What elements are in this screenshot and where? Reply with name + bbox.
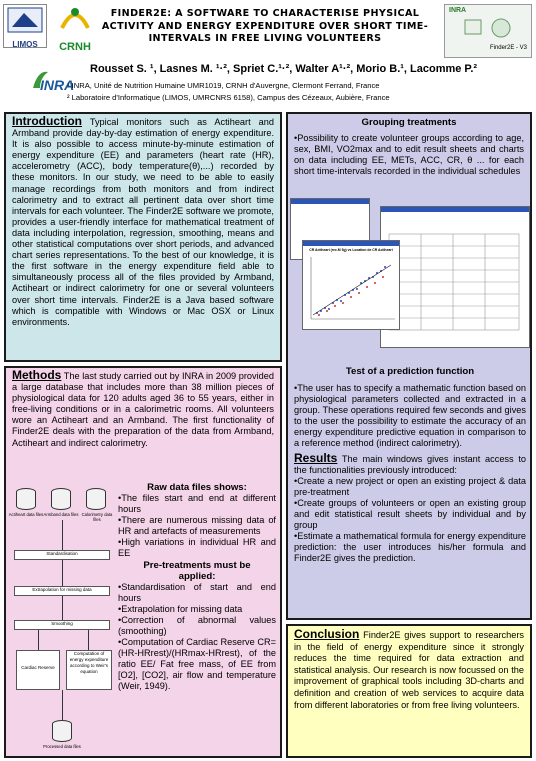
list-item: • Create groups of volunteers or open an existing group and edit statistical result sheets by individual and by group xyxy=(294,498,526,531)
conclusion-text: Finder2E gives support to researchers in the field of energy expenditure since it strongly reduces the time required for data extraction and statistical analysis. Our research is now focussed on the improvement of graphical tools including 3D-charts and definition and creation of web services to acquire data from different laboratories or from free living volunteers. xyxy=(294,630,524,710)
title-line: INTERVALS IN FREE LIVING VOLUNTEERS xyxy=(148,33,382,44)
limos-logo-text: LIMOS xyxy=(12,40,38,49)
flow-arrow xyxy=(62,596,63,620)
grouping-list xyxy=(294,133,524,177)
methods-panel xyxy=(4,366,282,758)
inra-logo xyxy=(30,66,75,94)
flow-arrow xyxy=(38,630,39,650)
results-list xyxy=(294,476,526,565)
finder2e-version: Finder2E - V3 xyxy=(489,45,527,51)
list-item: • High variations in individual HR and EE xyxy=(118,537,276,559)
flow-step-smoothing: Smoothing xyxy=(14,620,110,630)
scatter-chart-graphic xyxy=(303,253,399,325)
list-item: • Estimate a mathematical formula for energy expenditure prediction: the user introduces his/her formula and Finder2E gives the prediction. xyxy=(294,531,526,564)
crnh-logo-graphic xyxy=(52,6,98,36)
list-item: • There are numerous missing data of HR and artefacts of measurements xyxy=(118,515,276,537)
affiliation-1: ¹ INRA, Unité de Nutrition Humaine UMR1019, CRNH d'Auvergne, Clermont Ferrand, France xyxy=(67,81,380,90)
pretreatment-flowchart xyxy=(8,484,116,754)
pretreatment-title: Pre-treatments must be applied: xyxy=(143,559,251,582)
introduction-body xyxy=(12,116,274,328)
window-title-bar xyxy=(291,199,369,204)
methods-heading: Methods xyxy=(12,368,62,382)
flow-step-energy-computation: Computation of energy expenditure according to Weir's equation xyxy=(66,650,112,690)
pretreatment-list xyxy=(118,582,276,693)
results-panel xyxy=(286,112,532,620)
form-grid-graphic xyxy=(381,212,529,342)
introduction-text: Typical monitors such as Actiheart and Armband provide day-by-day estimation of energy expenditure. It is also possible to access minute-by-minute estimation of energy expenditure (EE) and parameters (heart rate (HR), accelerometry (ACC), body temperature(θ),...) recorded by these monitors. In our study, we need to be able to easily manage recordings from both monitors and from indirect calorimetry and to extract all pertinent data over short time intervals for each volunteer. The Finder2E software we promote, provides a user-friendly interface for mathematical treatment of data including interpolation, regression, smoothing, means and other statistical computations over short periods, and advanced chart series representations. To the best of our knowledge, it is the first software in the energy expenditure field able to simultaneously process all of the files provided by Armband, Actiheart or indirect calorimetry for one or several volunteers over short time intervals. Finder2E is a Java based software which is compatible with Windows or Mac OSX or Linux environments. xyxy=(12,117,275,327)
title-line: ACTIVITY AND ENERGY EXPENDITURE OVER SHORT TIME- xyxy=(101,20,429,32)
svg-text:INRA: INRA xyxy=(40,77,75,93)
introduction-heading: Introduction xyxy=(12,114,82,128)
software-screenshots xyxy=(288,196,532,348)
source-label: Calorimetry data files xyxy=(81,512,113,522)
introduction-panel xyxy=(4,112,282,362)
list-item: • Standardisation of start and end hours xyxy=(118,582,276,604)
database-icon xyxy=(51,488,71,510)
crnh-logo xyxy=(52,6,98,54)
list-item: • Create a new project or open an existing project & data pre-treatment xyxy=(294,476,526,498)
prediction-list xyxy=(294,383,526,450)
source-label: Armband data files xyxy=(43,512,79,517)
conclusion-heading: Conclusion xyxy=(294,627,360,641)
prediction-section xyxy=(294,366,526,565)
conclusion-body xyxy=(294,629,524,711)
methods-text: The last study carried out by INRA in 2009 provided a large database that includes more than 38 million pieces of physiological data for 120 adults aged 36 to 55 years, either in free-living conditions or in a calorimetric rooms. All volunteers wore an Actiheart and an Armband. The first functionality of Finder2E deals with the preparation of the data from Armband, Actiheart and indirect calorimetry. xyxy=(12,371,274,448)
prediction-heading: Test of a prediction function xyxy=(345,366,475,377)
list-item: • Computation of Cardiac Reserve CR=(HR-HRrest)/(HRmax-HRrest), of the ratio EE/ Fat free mass, of EE from [O2], [CO2], air flow and temperature (Weir, 1949). xyxy=(118,637,276,692)
flow-arrow xyxy=(88,630,89,650)
limos-logo-graphic xyxy=(4,5,46,35)
database-icon xyxy=(86,488,106,510)
poster-title xyxy=(100,8,430,46)
flow-arrow xyxy=(62,690,63,720)
title-line: FINDER2E: A SOFTWARE TO CHARACTERISE PHYSICAL xyxy=(110,8,420,19)
list-item: • Correction of abnormal values (smoothing) xyxy=(118,615,276,637)
flow-arrow xyxy=(62,560,63,586)
flow-arrow xyxy=(62,520,63,550)
raw-data-title: Raw data files shows: xyxy=(147,482,247,493)
flow-step-cardiac-reserve: Cardiac Reserve xyxy=(16,650,60,690)
limos-logo xyxy=(3,4,47,48)
affiliations xyxy=(67,80,527,104)
methods-body xyxy=(12,370,274,449)
flow-step-extrapolation: Extrapolation for missing data xyxy=(14,586,110,596)
affiliation-2: ² Laboratoire d'Informatique (LIMOS, UMRCNRS 6158), Campus des Cézeaux, Aubière, France xyxy=(67,93,390,102)
raw-data-list xyxy=(118,493,276,560)
flow-step-standardisation: Standardisation xyxy=(14,550,110,560)
crnh-logo-text: CRNH xyxy=(59,41,91,53)
finder2e-graphic xyxy=(445,16,531,40)
inra-isima-logo: INRA xyxy=(449,7,467,14)
results-text: The main windows gives instant access to the functionalities previously introduced: xyxy=(294,453,526,475)
list-item: • The files start and end at different hours xyxy=(118,493,276,515)
finder2e-screenshot xyxy=(444,4,532,58)
conclusion-panel xyxy=(286,624,532,758)
source-label: Actiheart data files xyxy=(8,512,44,517)
authors: Rousset S. ¹, Lasnes M. ¹·², Spriet C.¹·², Walter A¹·², Morio B.¹, Lacomme P.² xyxy=(90,63,478,75)
database-icon xyxy=(16,488,36,510)
list-item: • Possibility to create volunteer groups according to age, sex, BMI, VO2max and to edit result sheets and charts on data including EE, METs, ACC, CR, θ ... for each short time-intervals recorded in the individual schedules xyxy=(294,133,524,177)
raw-data-section xyxy=(118,482,276,693)
results-heading: Results xyxy=(294,450,338,465)
list-item: • The user has to specify a mathematic function based on physiological parameters collected and extracted in a group. These operations required few seconds and gives to the user the possibility to estimate the accuracy of an energy expenditure predictive equation in comparison to a reference method (indirect calorimetry). xyxy=(294,383,526,450)
chart-caption: CR Actiheart (rec.M 5g) vs Location de CR Actiheart xyxy=(309,248,393,252)
grouping-heading: Grouping treatments xyxy=(361,117,457,128)
list-item: • Extrapolation for missing data xyxy=(118,604,276,615)
output-label: Processed data files xyxy=(43,744,81,749)
results-body xyxy=(294,450,526,476)
screenshot-chart-window xyxy=(302,240,400,330)
screenshot-window-right xyxy=(380,206,530,348)
inra-logo-graphic xyxy=(30,66,75,94)
database-icon xyxy=(52,720,72,742)
